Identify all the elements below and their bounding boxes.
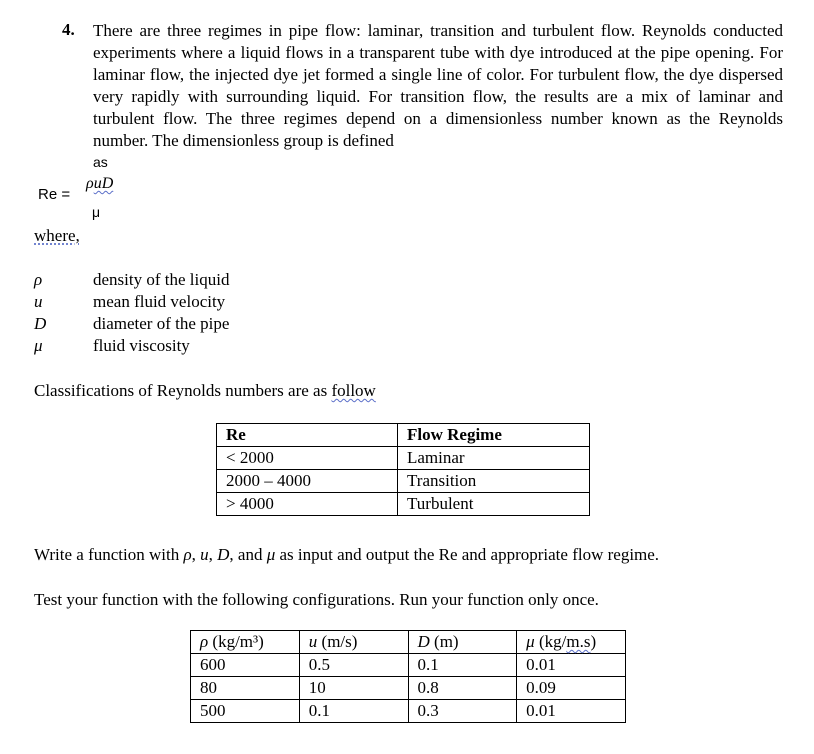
variable-symbol-u: u [34,292,43,311]
cell-regime: Laminar [398,447,590,470]
cell-rho: 500 [191,700,300,723]
header-rho-symbol: ρ [200,632,209,651]
variable-description-rho: density of the liquid [93,270,230,289]
write-u: u [200,545,209,564]
cell-regime: Turbulent [398,493,590,516]
classification-intro [34,381,376,401]
formula-denominator: μ [92,204,101,220]
table-header-row [217,424,590,447]
cell-rho: 80 [191,677,300,700]
test-instruction: Test your function with the following configurations. Run your function only once. [34,590,599,609]
question-paragraph: There are three regimes in pipe flow: laminar, transition and turbulent flow. Reynolds conducted experiments where a liquid flows in a transparent tube with dye introduced at the pipe opening. For laminar flow, the injected dye jet formed a single line of color. For turbulent flow, the dye dispersed very rapidly with surrounding liquid. For transition flow, the results are a mix of laminar and turbulent flow. The three regimes depend on a dimensionless number known as the Reynolds number. The dimensionless group is defined [93,21,783,150]
header-flow-regime: Flow Regime [398,424,590,447]
question-number: 4. [62,20,75,39]
cell-D: 0.8 [408,677,517,700]
table-row [191,654,626,677]
header-D-unit: (m) [429,632,459,651]
header-D-symbol: D [417,632,430,651]
table-row [191,700,626,723]
reynolds-classification-table [216,423,590,516]
table-header-row [191,631,626,654]
header-mu-unit-wavy: m.s [566,632,591,651]
table-row [217,447,590,470]
formula-lhs: Re = [38,186,71,203]
cell-rho: 600 [191,654,300,677]
header-u [299,631,408,654]
table-row [217,470,590,493]
write-comma-1: , [191,545,201,564]
cell-D: 0.1 [408,654,517,677]
cell-mu: 0.09 [517,677,626,700]
numerator-uD: uD [93,175,114,192]
formula-numerator [86,175,113,193]
variable-symbol-D: D [34,314,47,333]
cell-u: 10 [299,677,408,700]
write-text-a: Write a function with [34,545,184,564]
variable-symbol-mu: μ [34,336,43,355]
classification-intro-follow: follow [331,381,376,400]
cell-re: 2000 – 4000 [217,470,398,493]
write-and: , and [229,545,267,564]
header-rho [191,631,300,654]
variable-description-D: diameter of the pipe [93,314,230,333]
write-mu: μ [266,545,276,564]
cell-re: > 4000 [217,493,398,516]
cell-mu: 0.01 [517,700,626,723]
header-mu [517,631,626,654]
header-rho-unit: (kg/m³) [208,632,264,651]
variable-symbol-rho: ρ [34,270,43,289]
cell-regime: Transition [398,470,590,493]
variable-description-u: mean fluid velocity [93,292,226,311]
cell-u: 0.5 [299,654,408,677]
header-u-symbol: u [308,632,318,651]
write-rho: ρ [183,545,192,564]
header-mu-unit-a: (kg/ [534,632,567,651]
write-function-instruction [34,545,659,565]
numerator-rho: ρ [86,175,94,192]
variable-description-mu: fluid viscosity [93,336,190,355]
cell-mu: 0.01 [517,654,626,677]
cell-re: < 2000 [217,447,398,470]
cell-D: 0.3 [408,700,517,723]
test-configuration-table [190,630,626,723]
write-D: D [217,545,230,564]
header-mu-unit-b: ) [590,632,597,651]
write-text-b: as input and output the Re and appropriate flow regime. [275,545,660,564]
header-re: Re [217,424,398,447]
table-row [191,677,626,700]
header-u-unit: (m/s) [317,632,358,651]
table-row [217,493,590,516]
as-word: as [93,154,108,170]
where-label: where, [34,226,80,245]
header-mu-symbol: μ [526,632,535,651]
classification-intro-text: Classifications of Reynolds numbers are as [34,381,332,400]
header-D [408,631,517,654]
write-comma-2: , [208,545,218,564]
cell-u: 0.1 [299,700,408,723]
